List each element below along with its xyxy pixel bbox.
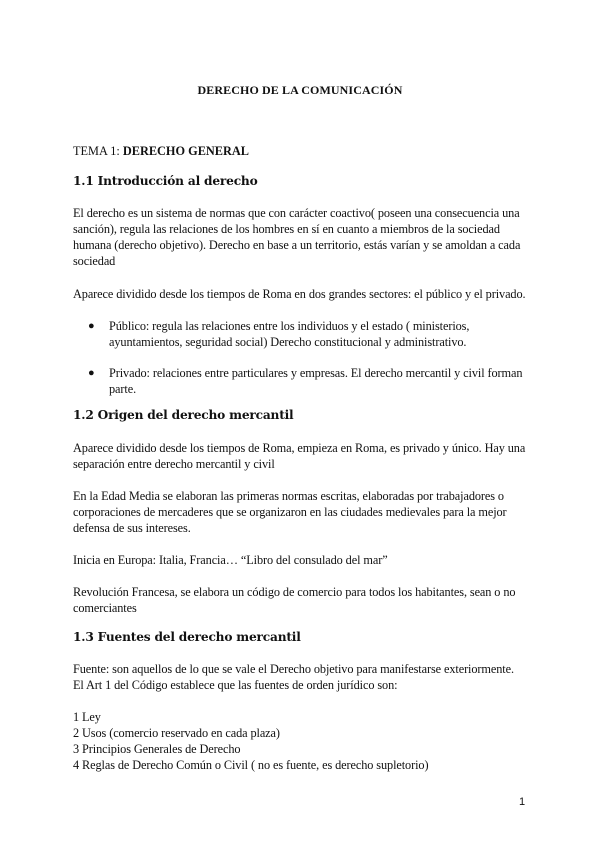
text-line: El derecho es un sistema de normas que con carácter coactivo( poseen una consecuencia una: [73, 206, 520, 220]
paragraph-europa: [73, 552, 533, 568]
text-line: humana (derecho objetivo). Derecho en base a un territorio, estás varían y se amoldan a cada: [73, 238, 521, 252]
list-item: 1 Ley: [73, 710, 101, 724]
text-line: parte.: [109, 382, 137, 396]
bullet-icon: ●: [88, 320, 95, 332]
text-line: Público: regula las relaciones entre los individuos y el estado ( ministerios,: [109, 319, 470, 333]
tema-prefix: TEMA 1:: [73, 144, 123, 158]
text-line: Fuente: son aquellos de lo que se vale el Derecho objetivo para manifestarse exteriormente.: [73, 662, 514, 676]
text-line: separación entre derecho mercantil y civil: [73, 457, 275, 471]
section-heading-1-2: 1.2 Origen del derecho mercantil: [73, 408, 294, 422]
bullet-item-publico: [109, 318, 529, 350]
page-number: 1: [519, 796, 526, 808]
text-line: El Art 1 del Código establece que las fuentes de orden jurídico son:: [73, 678, 398, 692]
fuentes-list: [73, 709, 533, 773]
bullet-icon: ●: [88, 367, 95, 379]
text-line: Inicia en Europa: Italia, Francia… “Libro del consulado del mar”: [73, 553, 388, 567]
text-line: En la Edad Media se elaboran las primeras normas escritas, elaboradas por trabajadores o: [73, 489, 504, 503]
paragraph-revolucion-francesa: [73, 584, 533, 616]
text-line: corporaciones de mercaderes que se organizaron en las ciudades medievales para la mejor: [73, 505, 507, 519]
text-line: sociedad: [73, 254, 116, 268]
text-line: Revolución Francesa, se elabora un código de comercio para todos los habitantes, sean o no: [73, 585, 516, 599]
section-heading-1-1: 1.1 Introducción al derecho: [73, 174, 258, 188]
tema-name: DERECHO GENERAL: [122, 144, 249, 158]
paragraph-fuente-definicion: [73, 661, 543, 693]
paragraph-derecho-definicion: [73, 205, 533, 269]
paragraph-sectores: [73, 286, 543, 302]
list-item: 3 Principios Generales de Derecho: [73, 742, 241, 756]
text-line: Aparece dividido desde los tiempos de Roma, empieza en Roma, es privado y único. Hay una: [73, 441, 526, 455]
paragraph-edad-media: [73, 488, 533, 536]
text-line: Aparece dividido desde los tiempos de Roma en dos grandes sectores: el público y el privado.: [73, 287, 526, 301]
text-line: defensa de sus intereses.: [73, 521, 191, 535]
text-line: sanción), regula las relaciones de los hombres en sí en cuanto a miembros de la sociedad: [73, 222, 500, 236]
tema-heading: [73, 144, 249, 159]
text-line: Privado: relaciones entre particulares y empresas. El derecho mercantil y civil forman: [109, 366, 523, 380]
document-title: DERECHO DE LA COMUNICACIÓN: [197, 83, 403, 97]
text-line: ayuntamientos, seguridad social) Derecho constitucional y administrativo.: [109, 335, 467, 349]
section-heading-1-3: 1.3 Fuentes del derecho mercantil: [73, 630, 301, 644]
paragraph-origen-roma: [73, 440, 533, 472]
list-item: 2 Usos (comercio reservado en cada plaza): [73, 726, 280, 740]
bullet-item-privado: [109, 365, 529, 397]
list-item: 4 Reglas de Derecho Común o Civil ( no es fuente, es derecho supletorio): [73, 758, 429, 772]
text-line: comerciantes: [73, 601, 137, 615]
